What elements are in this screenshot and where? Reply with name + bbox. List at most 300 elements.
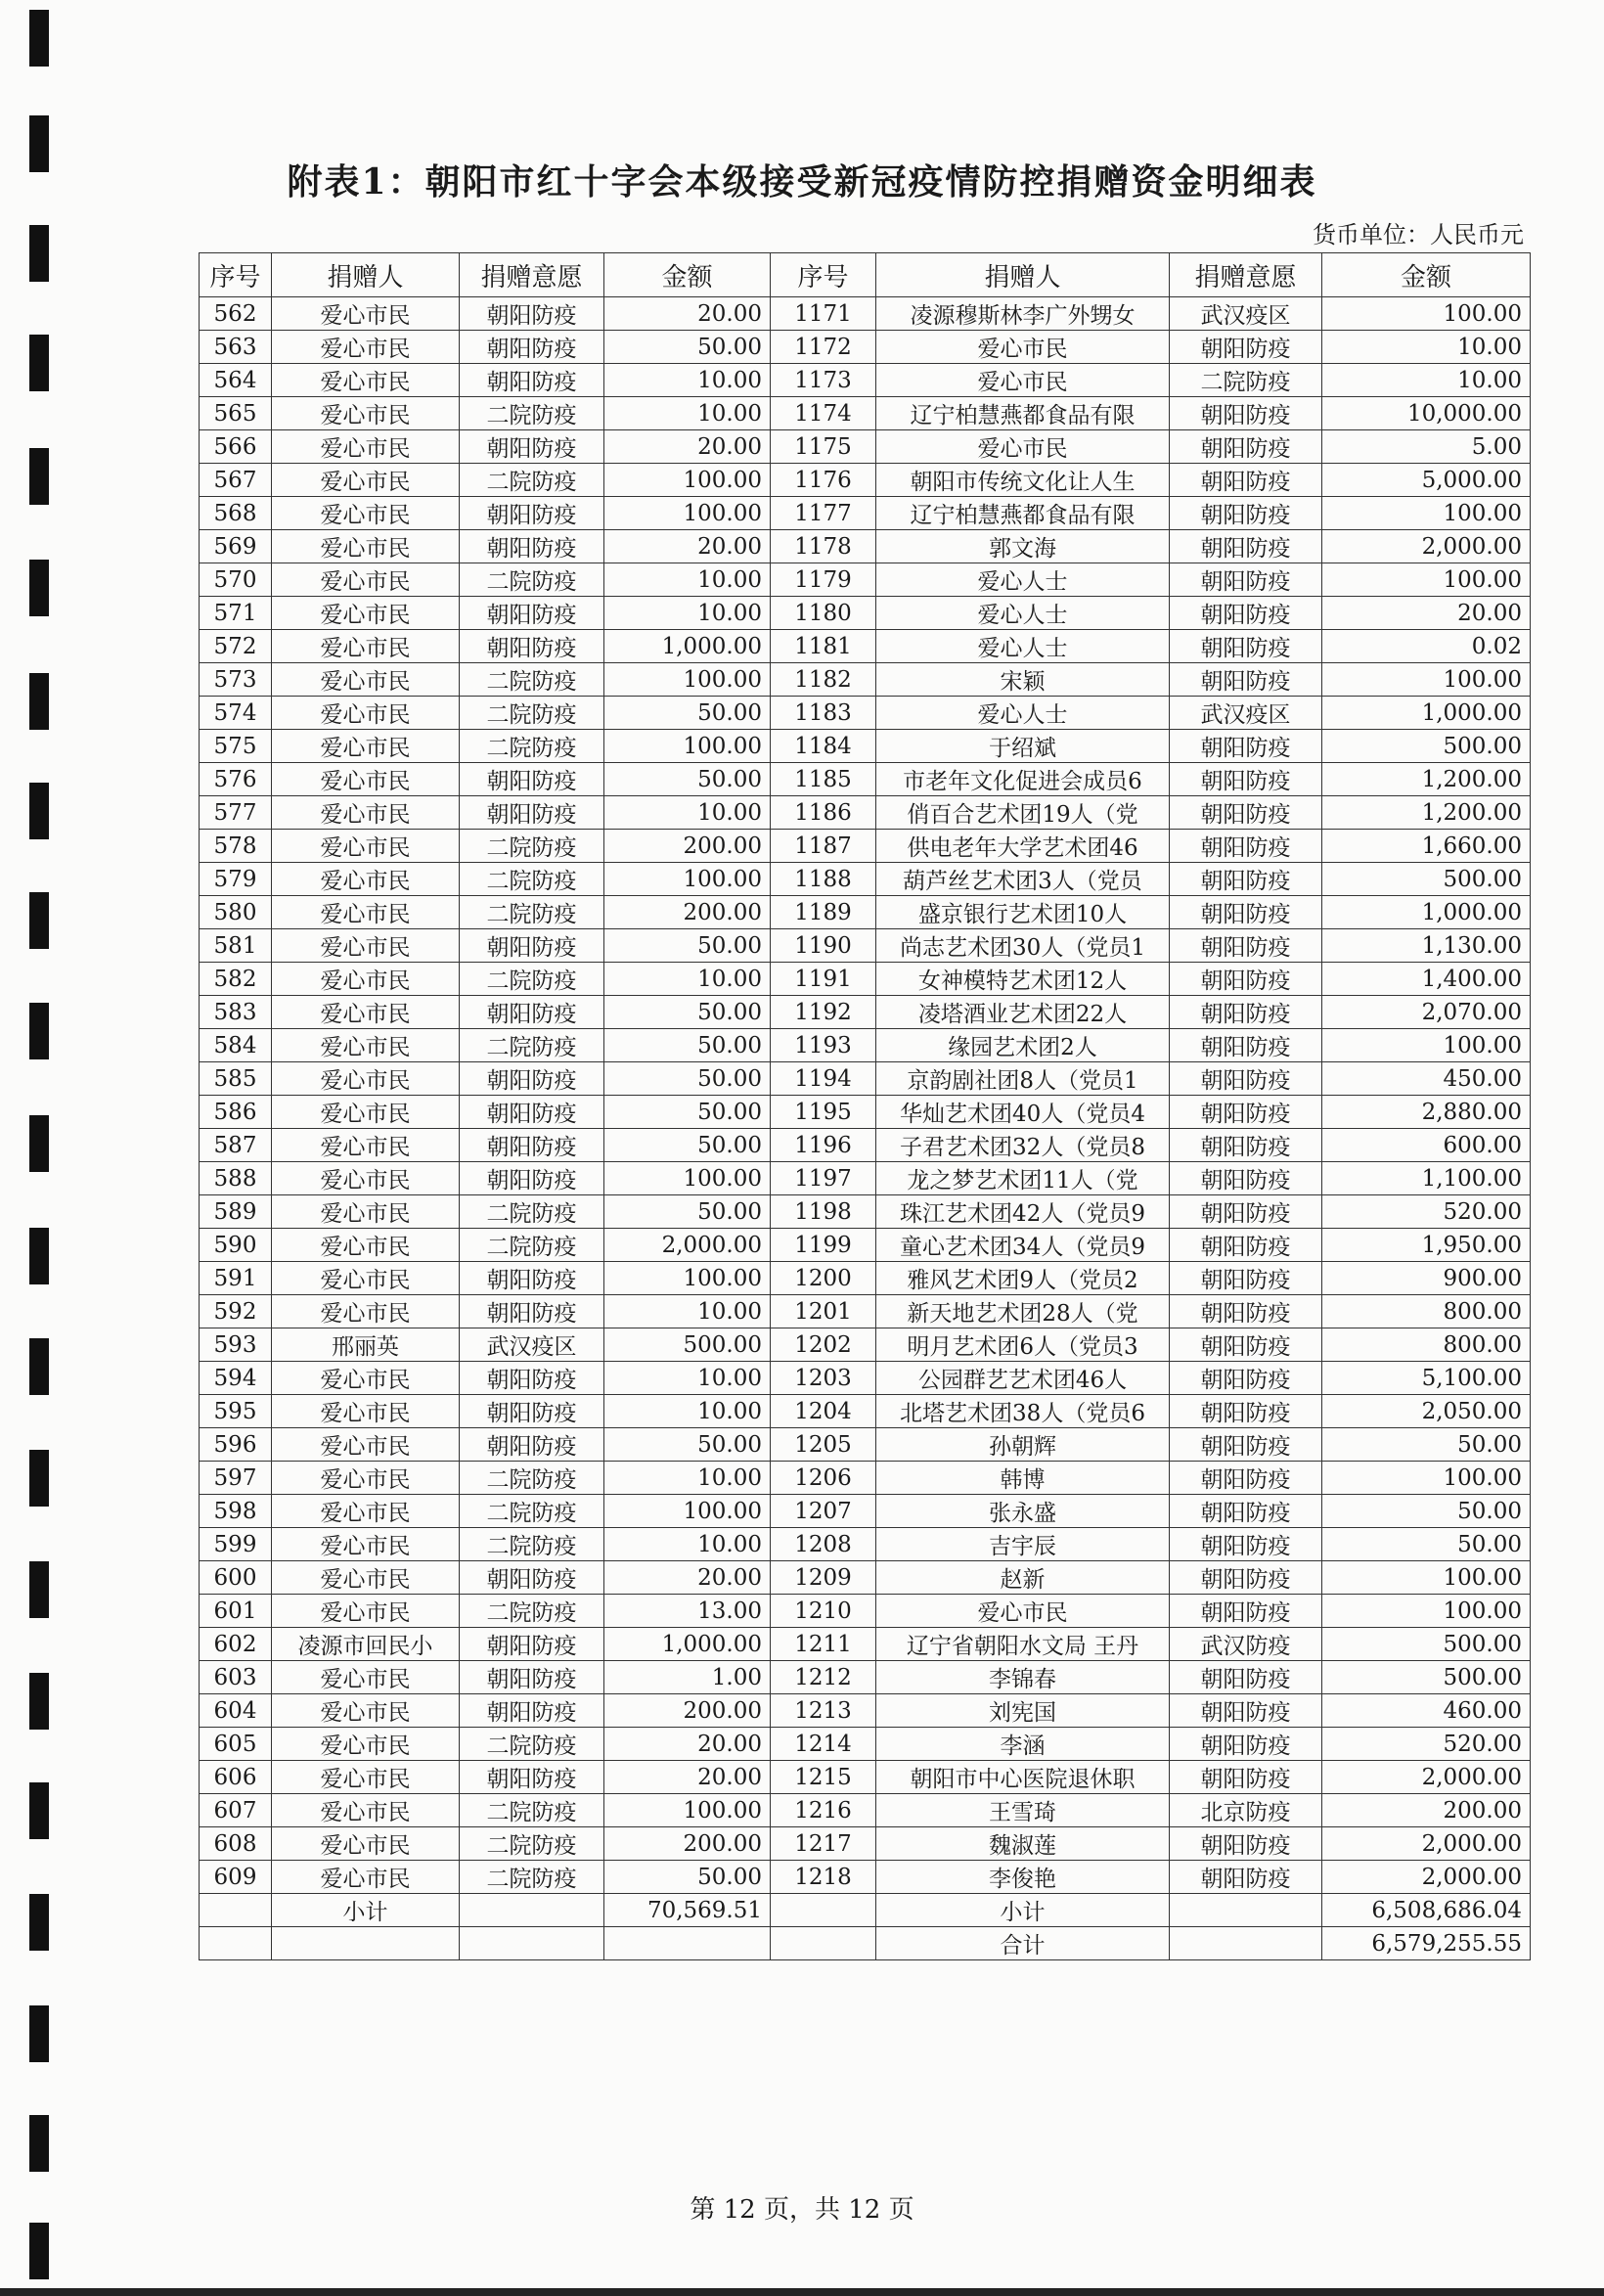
cell-donor: 珠江艺术团42人（党员9 (876, 1195, 1170, 1229)
cell-donor: 爱心市民 (876, 430, 1170, 464)
cell-purpose: 朝阳防疫 (460, 1062, 604, 1096)
cell-donor: 葫芦丝艺术团3人（党员 (876, 863, 1170, 896)
cell-purpose: 朝阳防疫 (1170, 1262, 1322, 1295)
cell-amount: 50.00 (1322, 1428, 1531, 1462)
cell-amount: 10.00 (1322, 364, 1531, 397)
cell-donor: 孙朝辉 (876, 1428, 1170, 1462)
cell-donor: 爱心人士 (876, 597, 1170, 630)
cell-amount: 1,000.00 (1322, 697, 1531, 730)
binding-mark (29, 10, 49, 67)
cell-amount: 1,950.00 (1322, 1229, 1531, 1262)
cell-donor: 爱心市民 (272, 497, 460, 530)
cell-donor: 爱心市民 (272, 1129, 460, 1162)
cell-index: 574 (200, 697, 272, 730)
cell-purpose: 二院防疫 (460, 1195, 604, 1229)
table-row (200, 1661, 1531, 1694)
cell-amount: 2,880.00 (1322, 1096, 1531, 1129)
cell-purpose: 二院防疫 (460, 1861, 604, 1894)
table-row (200, 1462, 1531, 1495)
cell-index: 1197 (771, 1162, 876, 1195)
cell-purpose: 朝阳防疫 (1170, 1428, 1322, 1462)
cell-amount: 1,100.00 (1322, 1162, 1531, 1195)
cell-index: 1201 (771, 1295, 876, 1328)
cell-index: 604 (200, 1694, 272, 1728)
cell-amount: 50.00 (604, 929, 771, 963)
cell-amount: 1,400.00 (1322, 963, 1531, 996)
cell-amount: 50.00 (604, 1129, 771, 1162)
subtotal-row (200, 1894, 1531, 1927)
cell-amount: 100.00 (1322, 1462, 1531, 1495)
cell-index: 602 (200, 1628, 272, 1661)
cell-donor: 爱心市民 (272, 430, 460, 464)
binding-mark (29, 2115, 49, 2172)
cell-purpose: 朝阳防疫 (1170, 1129, 1322, 1162)
table-row (200, 1195, 1531, 1229)
cell-index: 600 (200, 1561, 272, 1595)
cell-amount: 100.00 (1322, 1595, 1531, 1628)
cell-donor: 爱心市民 (272, 1362, 460, 1395)
cell-donor: 赵新 (876, 1561, 1170, 1595)
cell-amount: 1,130.00 (1322, 929, 1531, 963)
cell-purpose: 朝阳防疫 (1170, 1062, 1322, 1096)
table-row (200, 1328, 1531, 1362)
cell-purpose: 朝阳防疫 (1170, 963, 1322, 996)
cell-amount: 10.00 (604, 597, 771, 630)
cell-donor: 爱心市民 (272, 1827, 460, 1861)
cell-index: 577 (200, 796, 272, 830)
cell-purpose: 二院防疫 (460, 830, 604, 863)
cell-donor: 爱心市民 (272, 331, 460, 364)
cell-donor: 郭文海 (876, 530, 1170, 563)
binding-mark (29, 1338, 49, 1395)
cell-donor: 爱心市民 (272, 1595, 460, 1628)
cell-index: 1188 (771, 863, 876, 896)
cell-purpose: 朝阳防疫 (1170, 796, 1322, 830)
cell-purpose: 朝阳防疫 (1170, 1195, 1322, 1229)
cell-donor: 朝阳市中心医院退休职 (876, 1761, 1170, 1794)
cell-purpose: 朝阳防疫 (460, 1761, 604, 1794)
cell-amount: 200.00 (604, 1827, 771, 1861)
table-row (200, 364, 1531, 397)
cell-index: 1199 (771, 1229, 876, 1262)
cell-donor: 爱心市民 (272, 1561, 460, 1595)
cell-index: 590 (200, 1229, 272, 1262)
table-row (200, 1162, 1531, 1195)
cell-purpose: 朝阳防疫 (1170, 397, 1322, 430)
table-row (200, 963, 1531, 996)
cell-purpose: 朝阳防疫 (1170, 1694, 1322, 1728)
cell-purpose: 朝阳防疫 (460, 1428, 604, 1462)
cell-donor: 爱心市民 (272, 1195, 460, 1229)
cell-amount: 100.00 (604, 1794, 771, 1827)
cell-purpose: 朝阳防疫 (460, 1295, 604, 1328)
cell-amount: 10.00 (604, 1395, 771, 1428)
cell-purpose: 朝阳防疫 (1170, 1827, 1322, 1861)
cell-purpose: 朝阳防疫 (460, 331, 604, 364)
cell-amount: 5,100.00 (1322, 1362, 1531, 1395)
cell-donor: 辽宁省朝阳水文局 王丹 (876, 1628, 1170, 1661)
cell-index: 1178 (771, 530, 876, 563)
cell-donor: 魏淑莲 (876, 1827, 1170, 1861)
cell-index: 606 (200, 1761, 272, 1794)
cell-donor: 爱心市民 (272, 597, 460, 630)
cell-amount: 500.00 (604, 1328, 771, 1362)
cell-donor: 北塔艺术团38人（党员6 (876, 1395, 1170, 1428)
cell-donor: 童心艺术团34人（党员9 (876, 1229, 1170, 1262)
cell-donor: 爱心市民 (272, 963, 460, 996)
cell-amount: 50.00 (604, 996, 771, 1029)
cell-index: 1216 (771, 1794, 876, 1827)
cell-index: 1206 (771, 1462, 876, 1495)
binding-hole-marks (29, 0, 59, 2296)
cell-purpose: 二院防疫 (1170, 364, 1322, 397)
cell-purpose: 二院防疫 (460, 563, 604, 597)
cell-purpose: 二院防疫 (460, 1495, 604, 1528)
cell-donor: 爱心市民 (272, 1162, 460, 1195)
cell-donor: 爱心市民 (272, 1395, 460, 1428)
cell-purpose: 朝阳防疫 (1170, 1595, 1322, 1628)
cell-purpose: 二院防疫 (460, 1794, 604, 1827)
cell-purpose: 朝阳防疫 (460, 1561, 604, 1595)
cell-donor: 爱心市民 (272, 530, 460, 563)
cell-purpose: 武汉疫区 (460, 1328, 604, 1362)
cell-index: 1217 (771, 1827, 876, 1861)
cell-index: 1208 (771, 1528, 876, 1561)
cell-index: 1186 (771, 796, 876, 830)
total-blank-cell (604, 1927, 771, 1960)
cell-index: 589 (200, 1195, 272, 1229)
cell-purpose: 朝阳防疫 (1170, 1295, 1322, 1328)
binding-mark (29, 1450, 49, 1507)
cell-donor: 韩博 (876, 1462, 1170, 1495)
cell-donor: 宋颖 (876, 663, 1170, 697)
cell-donor: 俏百合艺术团19人（党 (876, 796, 1170, 830)
cell-amount: 1,660.00 (1322, 830, 1531, 863)
cell-amount: 500.00 (1322, 1628, 1531, 1661)
page-number: 第 12 页，共 12 页 (690, 2195, 914, 2225)
cell-index: 1175 (771, 430, 876, 464)
cell-donor: 新天地艺术团28人（党 (876, 1295, 1170, 1328)
header-donor: 捐赠人 (876, 253, 1170, 297)
subtotal-right-label: 小计 (876, 1894, 1170, 1927)
binding-mark (29, 783, 49, 839)
cell-purpose: 朝阳防疫 (1170, 1462, 1322, 1495)
table-row (200, 430, 1531, 464)
cell-donor: 辽宁柏慧燕都食品有限 (876, 397, 1170, 430)
cell-index: 575 (200, 730, 272, 763)
cell-amount: 100.00 (604, 1495, 771, 1528)
cell-donor: 爱心市民 (272, 397, 460, 430)
cell-purpose: 朝阳防疫 (1170, 630, 1322, 663)
cell-donor: 爱心市民 (272, 796, 460, 830)
total-blank-cell (460, 1927, 604, 1960)
cell-amount: 2,050.00 (1322, 1395, 1531, 1428)
cell-purpose: 朝阳防疫 (1170, 1728, 1322, 1761)
cell-index: 576 (200, 763, 272, 796)
cell-purpose: 朝阳防疫 (460, 530, 604, 563)
cell-donor: 爱心市民 (272, 929, 460, 963)
table-row (200, 1528, 1531, 1561)
cell-amount: 50.00 (604, 1195, 771, 1229)
cell-purpose: 朝阳防疫 (1170, 1661, 1322, 1694)
cell-amount: 50.00 (604, 331, 771, 364)
cell-donor: 张永盛 (876, 1495, 1170, 1528)
cell-purpose: 朝阳防疫 (1170, 530, 1322, 563)
cell-purpose: 朝阳防疫 (460, 1362, 604, 1395)
cell-index: 1218 (771, 1861, 876, 1894)
cell-donor: 京韵剧社团8人（党员1 (876, 1062, 1170, 1096)
cell-donor: 爱心市民 (272, 996, 460, 1029)
cell-index: 597 (200, 1462, 272, 1495)
table-row (200, 863, 1531, 896)
cell-amount: 1,200.00 (1322, 796, 1531, 830)
cell-amount: 100.00 (604, 497, 771, 530)
table-row (200, 1229, 1531, 1262)
cell-amount: 20.00 (604, 1561, 771, 1595)
total-blank-cell (771, 1927, 876, 1960)
table-row (200, 630, 1531, 663)
cell-donor: 爱心市民 (272, 730, 460, 763)
cell-purpose: 北京防疫 (1170, 1794, 1322, 1827)
cell-index: 1195 (771, 1096, 876, 1129)
cell-index: 594 (200, 1362, 272, 1395)
cell-amount: 50.00 (604, 1029, 771, 1062)
cell-index: 1214 (771, 1728, 876, 1761)
table-row (200, 830, 1531, 863)
cell-amount: 20.00 (604, 430, 771, 464)
cell-purpose: 朝阳防疫 (1170, 1395, 1322, 1428)
cell-purpose: 武汉疫区 (1170, 297, 1322, 331)
cell-amount: 50.00 (604, 1861, 771, 1894)
cell-donor: 爱心市民 (272, 1229, 460, 1262)
cell-purpose: 二院防疫 (460, 1528, 604, 1561)
cell-index: 565 (200, 397, 272, 430)
cell-index: 1191 (771, 963, 876, 996)
cell-purpose: 朝阳防疫 (1170, 730, 1322, 763)
binding-mark (29, 225, 49, 282)
table-row (200, 331, 1531, 364)
cell-index: 1181 (771, 630, 876, 663)
cell-purpose: 朝阳防疫 (1170, 1229, 1322, 1262)
cell-index: 568 (200, 497, 272, 530)
cell-purpose: 朝阳防疫 (1170, 1029, 1322, 1062)
table-row (200, 1262, 1531, 1295)
cell-index: 586 (200, 1096, 272, 1129)
cell-purpose: 朝阳防疫 (1170, 996, 1322, 1029)
cell-amount: 500.00 (1322, 1661, 1531, 1694)
cell-index: 603 (200, 1661, 272, 1694)
table-row (200, 1295, 1531, 1328)
cell-index: 567 (200, 464, 272, 497)
binding-mark (29, 448, 49, 505)
cell-purpose: 朝阳防疫 (1170, 331, 1322, 364)
cell-donor: 于绍斌 (876, 730, 1170, 763)
cell-index: 609 (200, 1861, 272, 1894)
cell-purpose: 朝阳防疫 (1170, 1761, 1322, 1794)
subtotal-blank-cell (771, 1894, 876, 1927)
cell-donor: 爱心市民 (272, 1861, 460, 1894)
table-row (200, 763, 1531, 796)
header-amount: 金额 (1322, 253, 1531, 297)
cell-purpose: 二院防疫 (460, 896, 604, 929)
cell-purpose: 朝阳防疫 (1170, 1495, 1322, 1528)
cell-amount: 10.00 (604, 963, 771, 996)
cell-index: 569 (200, 530, 272, 563)
binding-mark (29, 892, 49, 949)
cell-index: 607 (200, 1794, 272, 1827)
cell-donor: 盛京银行艺术团10人 (876, 896, 1170, 929)
cell-amount: 200.00 (604, 1694, 771, 1728)
table-row (200, 1395, 1531, 1428)
cell-amount: 100.00 (1322, 497, 1531, 530)
total-row (200, 1927, 1531, 1960)
subtotal-right-amount: 6,508,686.04 (1322, 1894, 1531, 1927)
cell-index: 584 (200, 1029, 272, 1062)
cell-purpose: 朝阳防疫 (1170, 830, 1322, 863)
cell-index: 1212 (771, 1661, 876, 1694)
cell-donor: 爱心市民 (876, 1595, 1170, 1628)
cell-amount: 10.00 (604, 364, 771, 397)
cell-amount: 50.00 (604, 763, 771, 796)
cell-purpose: 二院防疫 (460, 1595, 604, 1628)
cell-index: 595 (200, 1395, 272, 1428)
cell-amount: 460.00 (1322, 1694, 1531, 1728)
cell-purpose: 二院防疫 (460, 663, 604, 697)
cell-amount: 10.00 (604, 1295, 771, 1328)
cell-index: 1176 (771, 464, 876, 497)
header-index: 序号 (200, 253, 272, 297)
cell-purpose: 朝阳防疫 (1170, 464, 1322, 497)
cell-index: 591 (200, 1262, 272, 1295)
binding-mark (29, 560, 49, 616)
cell-donor: 刘宪国 (876, 1694, 1170, 1728)
header-amount: 金额 (604, 253, 771, 297)
total-blank-cell (1170, 1927, 1322, 1960)
cell-amount: 100.00 (604, 464, 771, 497)
cell-index: 593 (200, 1328, 272, 1362)
cell-donor: 华灿艺术团40人（党员4 (876, 1096, 1170, 1129)
cell-donor: 爱心市民 (272, 297, 460, 331)
binding-mark (29, 1003, 49, 1059)
cell-purpose: 朝阳防疫 (1170, 563, 1322, 597)
cell-donor: 爱心市民 (272, 1295, 460, 1328)
table-row (200, 1096, 1531, 1129)
cell-donor: 爱心市民 (272, 563, 460, 597)
cell-index: 1187 (771, 830, 876, 863)
cell-index: 573 (200, 663, 272, 697)
cell-index: 571 (200, 597, 272, 630)
cell-index: 1190 (771, 929, 876, 963)
cell-purpose: 朝阳防疫 (1170, 1162, 1322, 1195)
cell-purpose: 朝阳防疫 (1170, 763, 1322, 796)
cell-amount: 600.00 (1322, 1129, 1531, 1162)
subtotal-blank-cell (1170, 1894, 1322, 1927)
cell-amount: 10.00 (604, 1462, 771, 1495)
table-row (200, 1761, 1531, 1794)
cell-amount: 10.00 (604, 1528, 771, 1561)
binding-mark (29, 1228, 49, 1284)
cell-purpose: 朝阳防疫 (460, 1262, 604, 1295)
cell-amount: 200.00 (604, 830, 771, 863)
cell-purpose: 朝阳防疫 (1170, 497, 1322, 530)
cell-amount: 5.00 (1322, 430, 1531, 464)
cell-index: 1205 (771, 1428, 876, 1462)
table-row (200, 896, 1531, 929)
cell-index: 1193 (771, 1029, 876, 1062)
table-row (200, 996, 1531, 1029)
cell-index: 1179 (771, 563, 876, 597)
table-row (200, 1794, 1531, 1827)
table-row (200, 697, 1531, 730)
cell-amount: 50.00 (604, 697, 771, 730)
cell-donor: 爱心市民 (272, 630, 460, 663)
cell-donor: 爱心市民 (272, 1761, 460, 1794)
cell-amount: 1,000.00 (604, 1628, 771, 1661)
cell-index: 1182 (771, 663, 876, 697)
subtotal-left-label: 小计 (272, 1894, 460, 1927)
cell-purpose: 朝阳防疫 (460, 297, 604, 331)
cell-index: 1173 (771, 364, 876, 397)
cell-amount: 800.00 (1322, 1328, 1531, 1362)
cell-amount: 200.00 (1322, 1794, 1531, 1827)
cell-donor: 子君艺术团32人（党员8 (876, 1129, 1170, 1162)
cell-index: 1184 (771, 730, 876, 763)
table-row (200, 796, 1531, 830)
cell-index: 1203 (771, 1362, 876, 1395)
cell-donor: 公园群艺艺术团46人 (876, 1362, 1170, 1395)
header-index: 序号 (771, 253, 876, 297)
cell-donor: 爱心人士 (876, 630, 1170, 663)
cell-purpose: 朝阳防疫 (460, 1694, 604, 1728)
cell-amount: 5,000.00 (1322, 464, 1531, 497)
binding-mark (29, 335, 49, 391)
cell-purpose: 朝阳防疫 (460, 763, 604, 796)
cell-purpose: 二院防疫 (460, 1029, 604, 1062)
cell-index: 596 (200, 1428, 272, 1462)
binding-mark (29, 1673, 49, 1730)
cell-donor: 缘园艺术团2人 (876, 1029, 1170, 1062)
cell-amount: 500.00 (1322, 863, 1531, 896)
table-row (200, 663, 1531, 697)
table-row (200, 297, 1531, 331)
cell-amount: 20.00 (604, 530, 771, 563)
cell-amount: 10.00 (604, 796, 771, 830)
cell-amount: 2,000.00 (1322, 1861, 1531, 1894)
cell-index: 605 (200, 1728, 272, 1761)
total-amount: 6,579,255.55 (1322, 1927, 1531, 1960)
cell-purpose: 二院防疫 (460, 397, 604, 430)
cell-purpose: 朝阳防疫 (460, 1096, 604, 1129)
cell-purpose: 二院防疫 (460, 730, 604, 763)
cell-index: 1213 (771, 1694, 876, 1728)
cell-purpose: 朝阳防疫 (460, 364, 604, 397)
cell-amount: 50.00 (604, 1096, 771, 1129)
cell-index: 1185 (771, 763, 876, 796)
cell-index: 1200 (771, 1262, 876, 1295)
cell-donor: 爱心市民 (272, 1029, 460, 1062)
cell-donor: 爱心市民 (272, 863, 460, 896)
cell-index: 1210 (771, 1595, 876, 1628)
cell-amount: 500.00 (1322, 730, 1531, 763)
cell-amount: 100.00 (604, 863, 771, 896)
cell-index: 564 (200, 364, 272, 397)
cell-donor: 爱心市民 (272, 364, 460, 397)
cell-amount: 900.00 (1322, 1262, 1531, 1295)
cell-purpose: 朝阳防疫 (460, 1395, 604, 1428)
table-row (200, 1728, 1531, 1761)
cell-donor: 尚志艺术团30人（党员1 (876, 929, 1170, 963)
cell-index: 582 (200, 963, 272, 996)
